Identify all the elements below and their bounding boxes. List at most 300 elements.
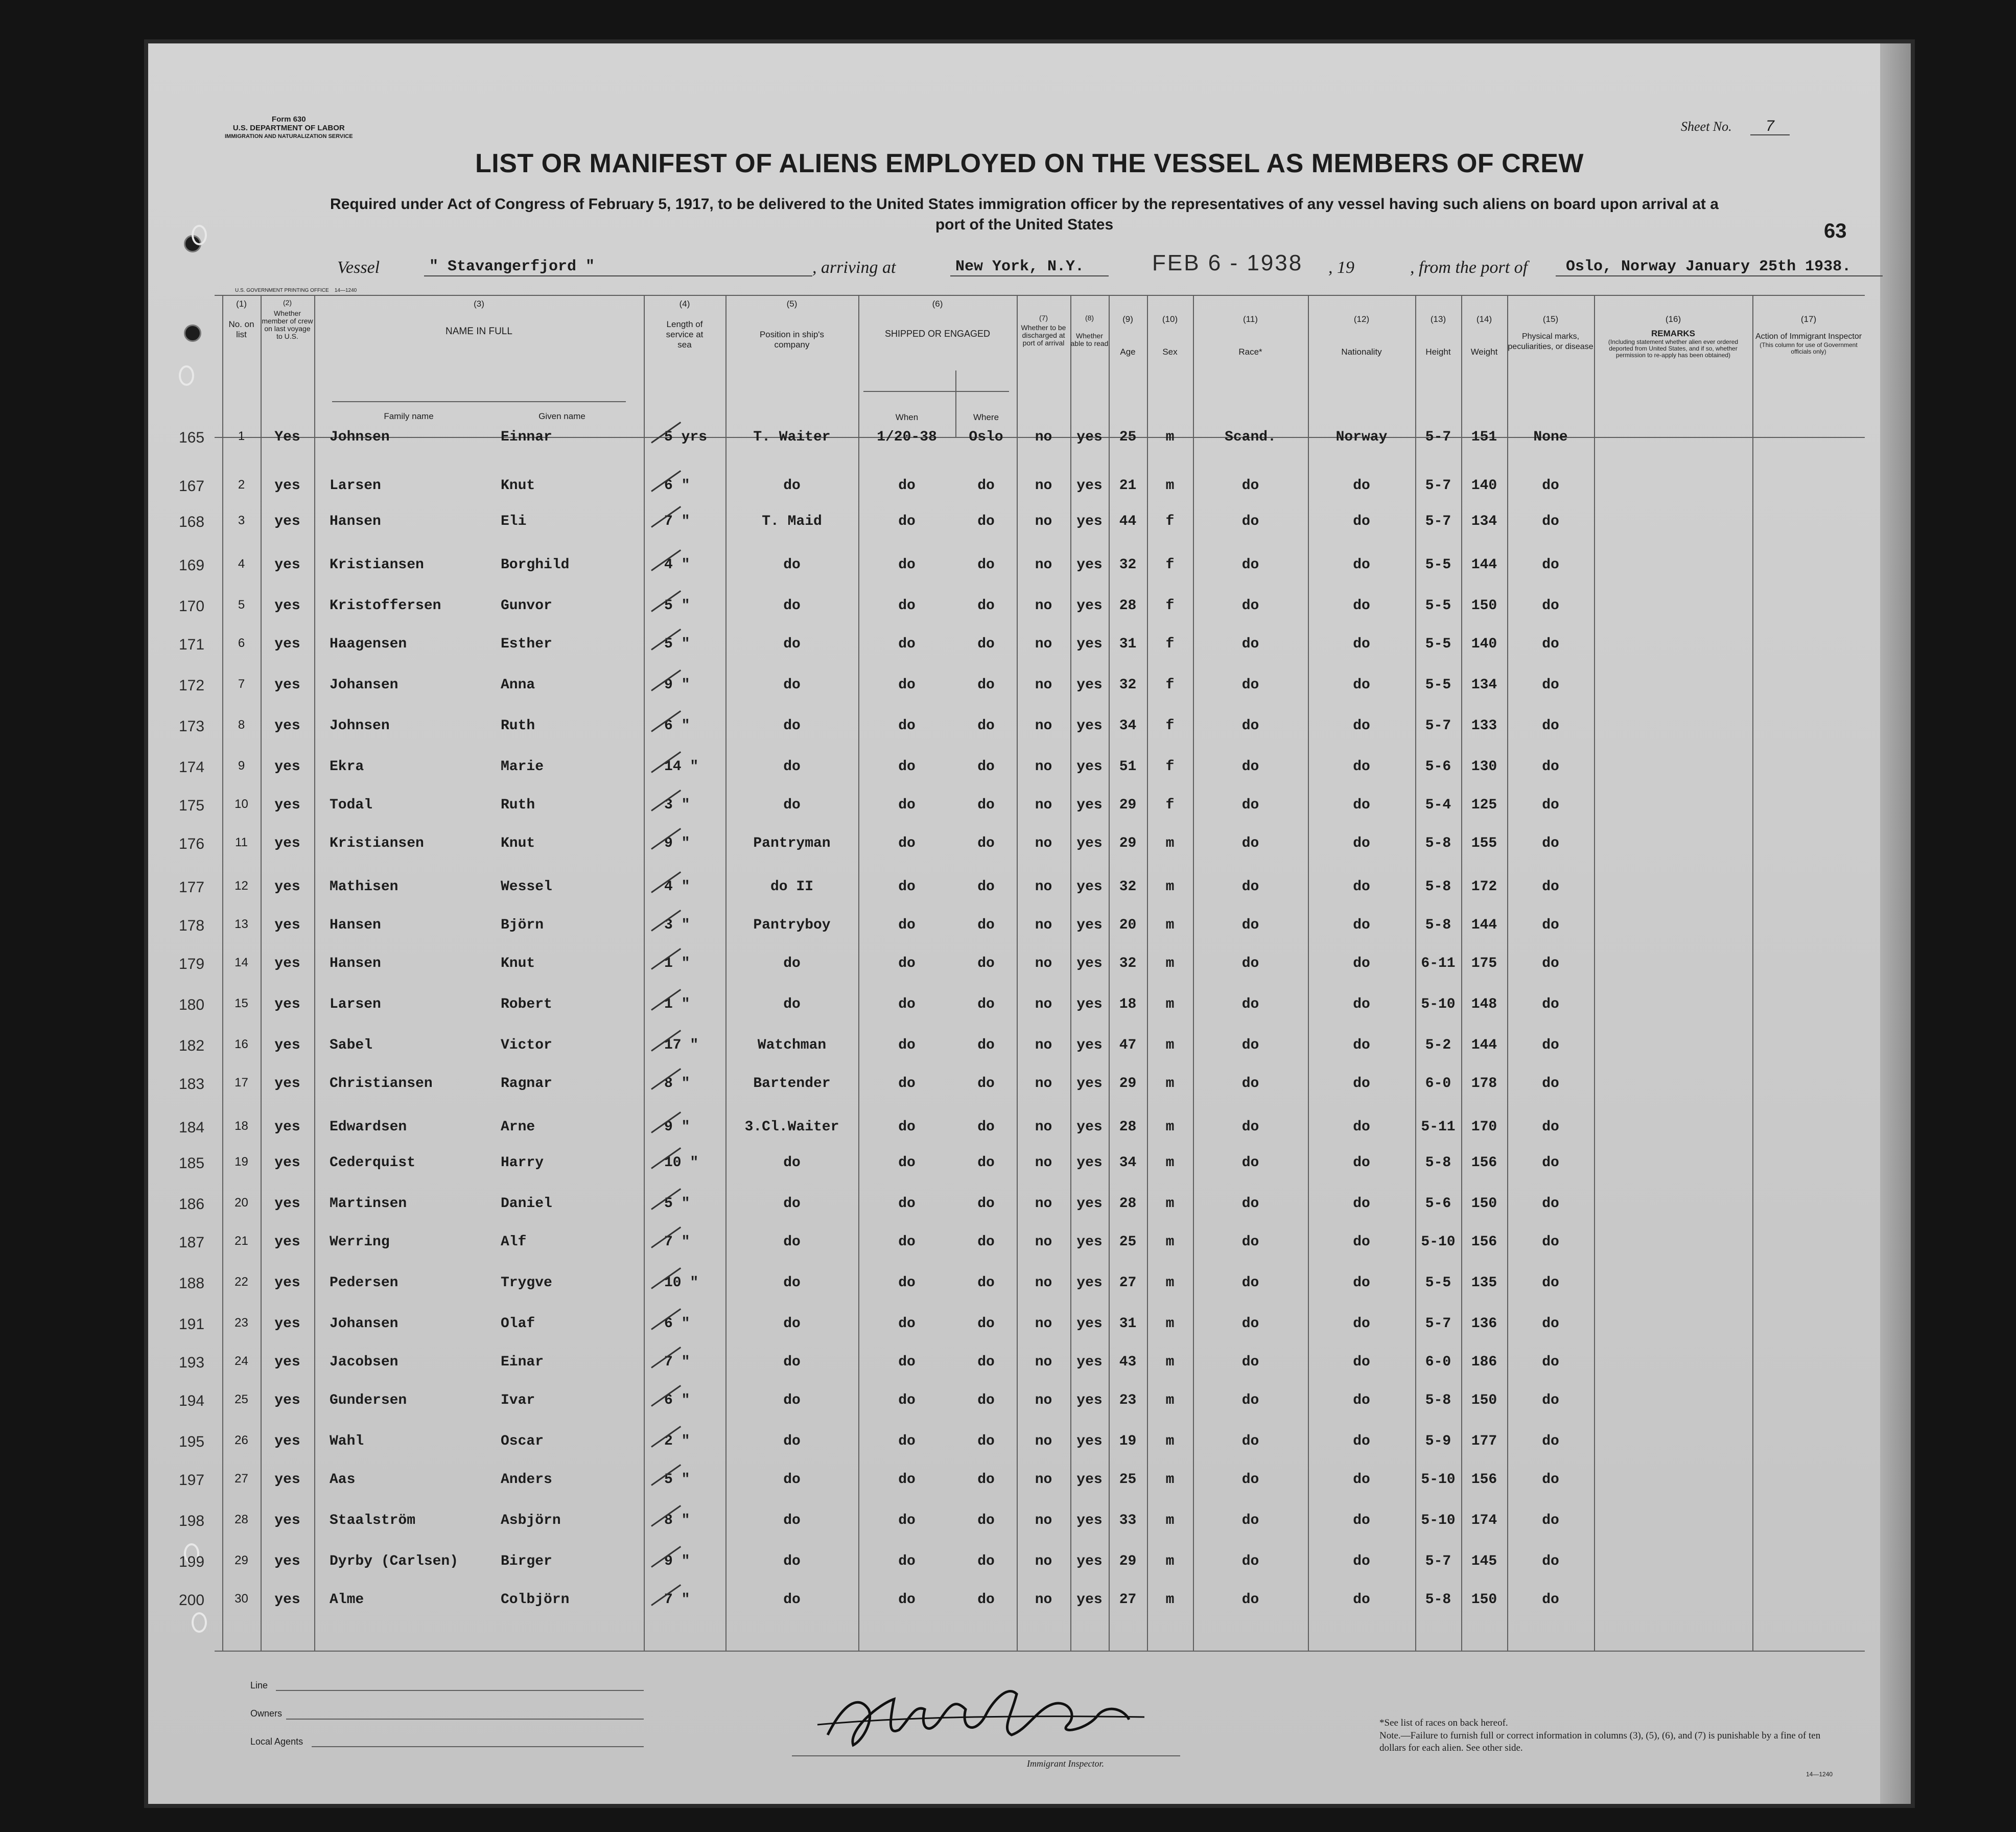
inspector-label: Immigrant Inspector. xyxy=(1027,1758,1104,1769)
cell-weight: 170 xyxy=(1471,1119,1497,1135)
col-marks-header: (15) Physical marks, peculiarities, or disease xyxy=(1508,314,1593,351)
cell-race: do xyxy=(1241,1234,1259,1250)
cell-marks: do xyxy=(1542,1037,1559,1053)
cell-race: do xyxy=(1241,557,1259,573)
cell-service: 3 " xyxy=(664,797,690,813)
shipped-subrule xyxy=(863,391,1009,392)
cell-family-name: Hansen xyxy=(330,917,381,933)
cell-service: 5 " xyxy=(664,636,690,652)
subtitle-line-1: Required under Act of Congress of February 5, 1917, to be delivered to the United States immigration officer by the representatives of any vessel having such aliens on board upon arrival at a xyxy=(330,196,1719,213)
row-reference-number: 179 xyxy=(179,956,205,972)
cell-age: 31 xyxy=(1119,636,1137,652)
cell-prev-voyage: yes xyxy=(274,1076,300,1092)
page-title: LIST OR MANIFEST OF ALIENS EMPLOYED ON THE VESSEL AS MEMBERS OF CREW xyxy=(475,149,1584,178)
cell-marks: do xyxy=(1542,1076,1559,1092)
page-subtitle xyxy=(245,194,1803,235)
cell-discharge: no xyxy=(1035,797,1052,813)
cell-where: do xyxy=(977,514,995,529)
cell-race: do xyxy=(1241,996,1259,1012)
cell-when: do xyxy=(898,1354,916,1370)
cell-family-name: Johnsen xyxy=(330,718,390,734)
cell-height: 5-11 xyxy=(1421,1119,1456,1135)
cell-sex: f xyxy=(1165,718,1175,734)
cell-prev-voyage: yes xyxy=(274,1196,300,1212)
cell-race: do xyxy=(1241,879,1259,895)
cell-family-name: Edwardsen xyxy=(330,1119,407,1135)
cell-when: do xyxy=(898,797,916,813)
cell-sex: m xyxy=(1165,956,1175,971)
cell-sex: m xyxy=(1165,1316,1175,1332)
cell-sex: m xyxy=(1165,1433,1175,1449)
cell-given-name: Gunvor xyxy=(501,598,552,614)
cell-height: 5-7 xyxy=(1425,718,1451,734)
cell-no: 4 xyxy=(238,557,245,571)
cell-marks: do xyxy=(1542,996,1559,1012)
col-rule xyxy=(1752,295,1753,1651)
cell-discharge: no xyxy=(1035,718,1052,734)
cell-nationality: do xyxy=(1353,797,1370,813)
owners-label: Owners xyxy=(250,1708,283,1719)
cell-discharge: no xyxy=(1035,1354,1052,1370)
cell-no: 23 xyxy=(235,1316,248,1330)
col-rule xyxy=(314,295,315,1651)
service-name: IMMIGRATION AND NATURALIZATION SERVICE xyxy=(225,133,353,140)
row-reference-number: 180 xyxy=(179,996,205,1013)
cell-read: yes xyxy=(1076,996,1103,1012)
cell-prev-voyage: yes xyxy=(274,759,300,775)
arriving-port: New York, N.Y. xyxy=(950,258,1109,276)
cell-service: 5 " xyxy=(664,1472,690,1488)
from-label: , from the port of xyxy=(1410,258,1528,277)
col-age-header: (9) Age xyxy=(1120,314,1136,357)
cell-family-name: Kristiansen xyxy=(330,836,424,851)
row-reference-number: 187 xyxy=(179,1234,205,1251)
cell-marks: do xyxy=(1542,1196,1559,1212)
row-reference-number: 176 xyxy=(179,836,205,852)
cell-read: yes xyxy=(1076,636,1103,652)
row-reference-number: 167 xyxy=(179,478,205,495)
cell-where: do xyxy=(977,1275,995,1291)
cell-no: 24 xyxy=(235,1354,248,1368)
cell-no: 9 xyxy=(238,759,245,773)
cell-age: 29 xyxy=(1119,797,1137,813)
cell-height: 5-8 xyxy=(1425,1393,1451,1408)
cell-weight: 140 xyxy=(1471,636,1497,652)
punch-hole xyxy=(184,324,201,342)
cell-height: 5-6 xyxy=(1425,1196,1451,1212)
cell-service: 6 " xyxy=(664,1316,690,1332)
cell-read: yes xyxy=(1076,598,1103,614)
cell-family-name: Ekra xyxy=(330,759,364,775)
cell-given-name: Einnar xyxy=(501,429,552,445)
cell-given-name: Ragnar xyxy=(501,1076,552,1092)
cell-service: 7 " xyxy=(664,514,690,529)
row-reference-number: 184 xyxy=(179,1119,205,1136)
row-reference-number: 170 xyxy=(179,598,205,615)
row-reference-number: 169 xyxy=(179,557,205,574)
agents-label: Local Agents xyxy=(250,1736,303,1747)
department-name: U.S. DEPARTMENT OF LABOR xyxy=(232,124,345,132)
cell-discharge: no xyxy=(1035,759,1052,775)
cell-weight: 156 xyxy=(1471,1234,1497,1250)
col-where-header: Where xyxy=(973,412,999,422)
cell-discharge: no xyxy=(1035,836,1052,851)
cell-height: 5-5 xyxy=(1425,598,1451,614)
cell-when: do xyxy=(898,1472,916,1488)
cell-race: do xyxy=(1241,1472,1259,1488)
row-reference-number: 197 xyxy=(179,1472,205,1489)
cell-marks: do xyxy=(1542,1354,1559,1370)
cell-service: 7 " xyxy=(664,1592,690,1608)
cell-age: 19 xyxy=(1119,1433,1137,1449)
cell-marks: do xyxy=(1542,956,1559,971)
cell-when: do xyxy=(898,996,916,1012)
cell-no: 18 xyxy=(235,1119,248,1133)
cell-when: do xyxy=(898,759,916,775)
cell-read: yes xyxy=(1076,557,1103,573)
cell-marks: do xyxy=(1542,1119,1559,1135)
cell-age: 25 xyxy=(1119,429,1137,445)
cell-race: do xyxy=(1241,759,1259,775)
cell-height: 5-8 xyxy=(1425,1155,1451,1171)
cell-sex: m xyxy=(1165,879,1175,895)
cell-weight: 150 xyxy=(1471,1196,1497,1212)
cell-discharge: no xyxy=(1035,1275,1052,1291)
cell-prev-voyage: yes xyxy=(274,1234,300,1250)
cell-weight: 177 xyxy=(1471,1433,1497,1449)
cell-prev-voyage: yes xyxy=(274,557,300,573)
footer-code: 14—1240 xyxy=(1806,1771,1833,1778)
cell-family-name: Werring xyxy=(330,1234,390,1250)
cell-no: 1 xyxy=(238,429,245,443)
cell-read: yes xyxy=(1076,1354,1103,1370)
cell-read: yes xyxy=(1076,1119,1103,1135)
cell-family-name: Larsen xyxy=(330,996,381,1012)
cell-race: do xyxy=(1241,598,1259,614)
cell-marks: do xyxy=(1542,879,1559,895)
cell-height: 5-10 xyxy=(1421,1234,1456,1250)
cell-height: 5-9 xyxy=(1425,1433,1451,1449)
row-reference-number: 168 xyxy=(179,514,205,530)
col-when-header: When xyxy=(895,412,919,422)
cell-no: 15 xyxy=(235,996,248,1010)
cell-given-name: Esther xyxy=(501,636,552,652)
cell-age: 28 xyxy=(1119,1119,1137,1135)
row-reference-number: 174 xyxy=(179,759,205,776)
cell-when: do xyxy=(898,1433,916,1449)
cell-discharge: no xyxy=(1035,1553,1052,1569)
cell-weight: 155 xyxy=(1471,836,1497,851)
cell-nationality: do xyxy=(1353,478,1370,494)
cell-where: do xyxy=(977,1472,995,1488)
cell-where: do xyxy=(977,917,995,933)
cell-service: 5 " xyxy=(664,1196,690,1212)
cell-prev-voyage: yes xyxy=(274,1553,300,1569)
cell-position: T. Maid xyxy=(762,514,822,529)
row-reference-number: 194 xyxy=(179,1393,205,1409)
cell-service: 6 " xyxy=(664,478,690,494)
cell-given-name: Ruth xyxy=(501,718,535,734)
cell-given-name: Marie xyxy=(501,759,544,775)
cell-nationality: do xyxy=(1353,1196,1370,1212)
cell-discharge: no xyxy=(1035,1393,1052,1408)
cell-given-name: Anna xyxy=(501,677,535,693)
cell-position: do xyxy=(783,1275,801,1291)
cell-nationality: do xyxy=(1353,514,1370,529)
cell-given-name: Olaf xyxy=(501,1316,535,1332)
cell-race: do xyxy=(1241,677,1259,693)
cell-nationality: do xyxy=(1353,636,1370,652)
cell-age: 44 xyxy=(1119,514,1137,529)
cell-prev-voyage: yes xyxy=(274,1155,300,1171)
row-reference-number: 173 xyxy=(179,718,205,735)
cell-position: do xyxy=(783,1316,801,1332)
cell-where: do xyxy=(977,1316,995,1332)
cell-race: do xyxy=(1241,1316,1259,1332)
col-position-header: (5) Position in ship's company xyxy=(759,299,825,350)
cell-sex: f xyxy=(1165,598,1175,614)
cell-read: yes xyxy=(1076,1275,1103,1291)
cell-race: Scand. xyxy=(1225,429,1276,445)
cell-sex: m xyxy=(1165,1234,1175,1250)
cell-race: do xyxy=(1241,1433,1259,1449)
cell-discharge: no xyxy=(1035,917,1052,933)
row-reference-number: 177 xyxy=(179,879,205,896)
punch-ring xyxy=(192,225,207,245)
col-shipped-header: (6) SHIPPED OR ENGAGED xyxy=(884,299,991,339)
row-reference-number: 198 xyxy=(179,1513,205,1529)
cell-no: 16 xyxy=(235,1037,248,1051)
cell-age: 18 xyxy=(1119,996,1137,1012)
line-label: Line xyxy=(250,1680,268,1690)
cell-where: do xyxy=(977,1196,995,1212)
cell-family-name: Sabel xyxy=(330,1037,373,1053)
sheet-label-text: Sheet No. xyxy=(1681,119,1732,134)
cell-prev-voyage: yes xyxy=(274,636,300,652)
cell-marks: None xyxy=(1533,429,1568,445)
arriving-label: , arriving at xyxy=(812,258,896,277)
cell-when: do xyxy=(898,1592,916,1608)
cell-sex: m xyxy=(1165,1196,1175,1212)
cell-given-name: Ruth xyxy=(501,797,535,813)
cell-when: do xyxy=(898,917,916,933)
cell-position: do xyxy=(783,1393,801,1408)
cell-family-name: Larsen xyxy=(330,478,381,494)
cell-discharge: no xyxy=(1035,1119,1052,1135)
cell-no: 19 xyxy=(235,1155,248,1169)
cell-age: 32 xyxy=(1119,956,1137,971)
cell-age: 23 xyxy=(1119,1393,1137,1408)
cell-nationality: do xyxy=(1353,1393,1370,1408)
cell-nationality: do xyxy=(1353,1234,1370,1250)
cell-weight: 151 xyxy=(1471,429,1497,445)
cell-service: 10 " xyxy=(664,1275,699,1291)
cell-weight: 144 xyxy=(1471,917,1497,933)
cell-discharge: no xyxy=(1035,636,1052,652)
cell-sex: f xyxy=(1165,759,1175,775)
cell-height: 5-7 xyxy=(1425,1316,1451,1332)
cell-age: 34 xyxy=(1119,1155,1137,1171)
cell-read: yes xyxy=(1076,514,1103,529)
departure-port: Oslo, Norway January 25th 1938. xyxy=(1556,258,1883,276)
form-number: Form 630 xyxy=(271,115,306,124)
cell-discharge: no xyxy=(1035,1592,1052,1608)
cell-height: 6-0 xyxy=(1425,1354,1451,1370)
cell-age: 25 xyxy=(1119,1472,1137,1488)
cell-age: 29 xyxy=(1119,836,1137,851)
cell-family-name: Martinsen xyxy=(330,1196,407,1212)
cell-weight: 156 xyxy=(1471,1155,1497,1171)
cell-nationality: do xyxy=(1353,557,1370,573)
cell-race: do xyxy=(1241,1592,1259,1608)
cell-family-name: Staalström xyxy=(330,1513,416,1528)
cell-discharge: no xyxy=(1035,1155,1052,1171)
cell-where: do xyxy=(977,636,995,652)
cell-prev-voyage: yes xyxy=(274,1433,300,1449)
cell-read: yes xyxy=(1076,797,1103,813)
cell-position: do xyxy=(783,677,801,693)
cell-no: 27 xyxy=(235,1472,248,1486)
cell-when: do xyxy=(898,879,916,895)
col-height-header: (13) Height xyxy=(1425,314,1451,357)
cell-height: 5-8 xyxy=(1425,879,1451,895)
cell-race: do xyxy=(1241,1119,1259,1135)
cell-race: do xyxy=(1241,636,1259,652)
cell-marks: do xyxy=(1542,1553,1559,1569)
cell-discharge: no xyxy=(1035,1472,1052,1488)
cell-height: 5-10 xyxy=(1421,996,1456,1012)
cell-prev-voyage: yes xyxy=(274,677,300,693)
printing-office: U.S. GOVERNMENT PRINTING OFFICE 14—1240 xyxy=(235,288,357,293)
cell-marks: do xyxy=(1542,1513,1559,1528)
col-rule xyxy=(1594,295,1595,1651)
cell-position: do xyxy=(783,1354,801,1370)
cell-read: yes xyxy=(1076,429,1103,445)
cell-height: 5-8 xyxy=(1425,836,1451,851)
col-sex-header: (10) Sex xyxy=(1162,314,1178,357)
cell-service: 7 " xyxy=(664,1354,690,1370)
line-field-rule xyxy=(276,1690,644,1691)
cell-no: 25 xyxy=(235,1393,248,1406)
cell-race: do xyxy=(1241,1196,1259,1212)
cell-given-name: Ivar xyxy=(501,1393,535,1408)
cell-marks: do xyxy=(1542,1592,1559,1608)
col-given-name-header: Given name xyxy=(538,411,585,421)
row-reference-number: 182 xyxy=(179,1037,205,1054)
cell-position: do xyxy=(783,996,801,1012)
cell-age: 47 xyxy=(1119,1037,1137,1053)
cell-given-name: Borghild xyxy=(501,557,570,573)
cell-sex: f xyxy=(1165,677,1175,693)
cell-no: 2 xyxy=(238,478,245,492)
cell-discharge: no xyxy=(1035,1076,1052,1092)
cell-where: do xyxy=(977,557,995,573)
cell-position: do xyxy=(783,1472,801,1488)
cell-prev-voyage: Yes xyxy=(274,429,300,445)
cell-position: do II xyxy=(770,879,813,895)
cell-race: do xyxy=(1241,836,1259,851)
cell-read: yes xyxy=(1076,1037,1103,1053)
cell-race: do xyxy=(1241,514,1259,529)
cell-height: 5-5 xyxy=(1425,677,1451,693)
cell-discharge: no xyxy=(1035,1037,1052,1053)
cell-prev-voyage: yes xyxy=(274,836,300,851)
cell-given-name: Trygve xyxy=(501,1275,552,1291)
agents-field-rule xyxy=(312,1746,644,1747)
cell-sex: m xyxy=(1165,1553,1175,1569)
cell-prev-voyage: yes xyxy=(274,1316,300,1332)
cell-position: Pantryboy xyxy=(753,917,831,933)
cell-position: do xyxy=(783,759,801,775)
cell-family-name: Pedersen xyxy=(330,1275,398,1291)
cell-when: do xyxy=(898,1037,916,1053)
cell-height: 5-5 xyxy=(1425,1275,1451,1291)
cell-marks: do xyxy=(1542,1433,1559,1449)
cell-read: yes xyxy=(1076,1592,1103,1608)
row-reference-number: 171 xyxy=(179,636,205,653)
cell-where: do xyxy=(977,956,995,971)
date-stamp: FEB 6 - 1938 xyxy=(1152,250,1303,275)
cell-family-name: Johnsen xyxy=(330,429,390,445)
cell-height: 5-7 xyxy=(1425,429,1451,445)
cell-discharge: no xyxy=(1035,514,1052,529)
cell-service: 3 " xyxy=(664,917,690,933)
cell-position: 3.Cl.Waiter xyxy=(744,1119,839,1135)
cell-where: do xyxy=(977,677,995,693)
cell-nationality: do xyxy=(1353,1553,1370,1569)
cell-race: do xyxy=(1241,1393,1259,1408)
cell-race: do xyxy=(1241,797,1259,813)
cell-prev-voyage: yes xyxy=(274,797,300,813)
cell-where: do xyxy=(977,1553,995,1569)
cell-when: do xyxy=(898,598,916,614)
cell-given-name: Birger xyxy=(501,1553,552,1569)
cell-discharge: no xyxy=(1035,879,1052,895)
cell-when: do xyxy=(898,1553,916,1569)
cell-read: yes xyxy=(1076,1472,1103,1488)
cell-read: yes xyxy=(1076,1076,1103,1092)
cell-sex: m xyxy=(1165,1592,1175,1608)
cell-prev-voyage: yes xyxy=(274,996,300,1012)
cell-when: 1/20-38 xyxy=(877,429,937,445)
cell-sex: f xyxy=(1165,557,1175,573)
cell-where: do xyxy=(977,478,995,494)
race-footnote: *See list of races on back hereof. xyxy=(1379,1718,1508,1728)
cell-when: do xyxy=(898,1155,916,1171)
cell-where: do xyxy=(977,1234,995,1250)
row-reference-number: 188 xyxy=(179,1275,205,1292)
row-reference-number: 183 xyxy=(179,1076,205,1093)
cell-height: 5-2 xyxy=(1425,1037,1451,1053)
cell-read: yes xyxy=(1076,1155,1103,1171)
cell-when: do xyxy=(898,1316,916,1332)
cell-marks: do xyxy=(1542,478,1559,494)
inspector-signature xyxy=(812,1674,1170,1760)
row-reference-number: 199 xyxy=(179,1553,205,1570)
cell-given-name: Björn xyxy=(501,917,544,933)
cell-family-name: Wahl xyxy=(330,1433,364,1449)
cell-nationality: do xyxy=(1353,1076,1370,1092)
cell-weight: 125 xyxy=(1471,797,1497,813)
cell-position: T. Waiter xyxy=(753,429,831,445)
cell-position: do xyxy=(783,1513,801,1528)
cell-weight: 148 xyxy=(1471,996,1497,1012)
cell-no: 8 xyxy=(238,718,245,732)
cell-nationality: do xyxy=(1353,1433,1370,1449)
cell-marks: do xyxy=(1542,557,1559,573)
cell-age: 51 xyxy=(1119,759,1137,775)
cell-family-name: Cederquist xyxy=(330,1155,416,1171)
